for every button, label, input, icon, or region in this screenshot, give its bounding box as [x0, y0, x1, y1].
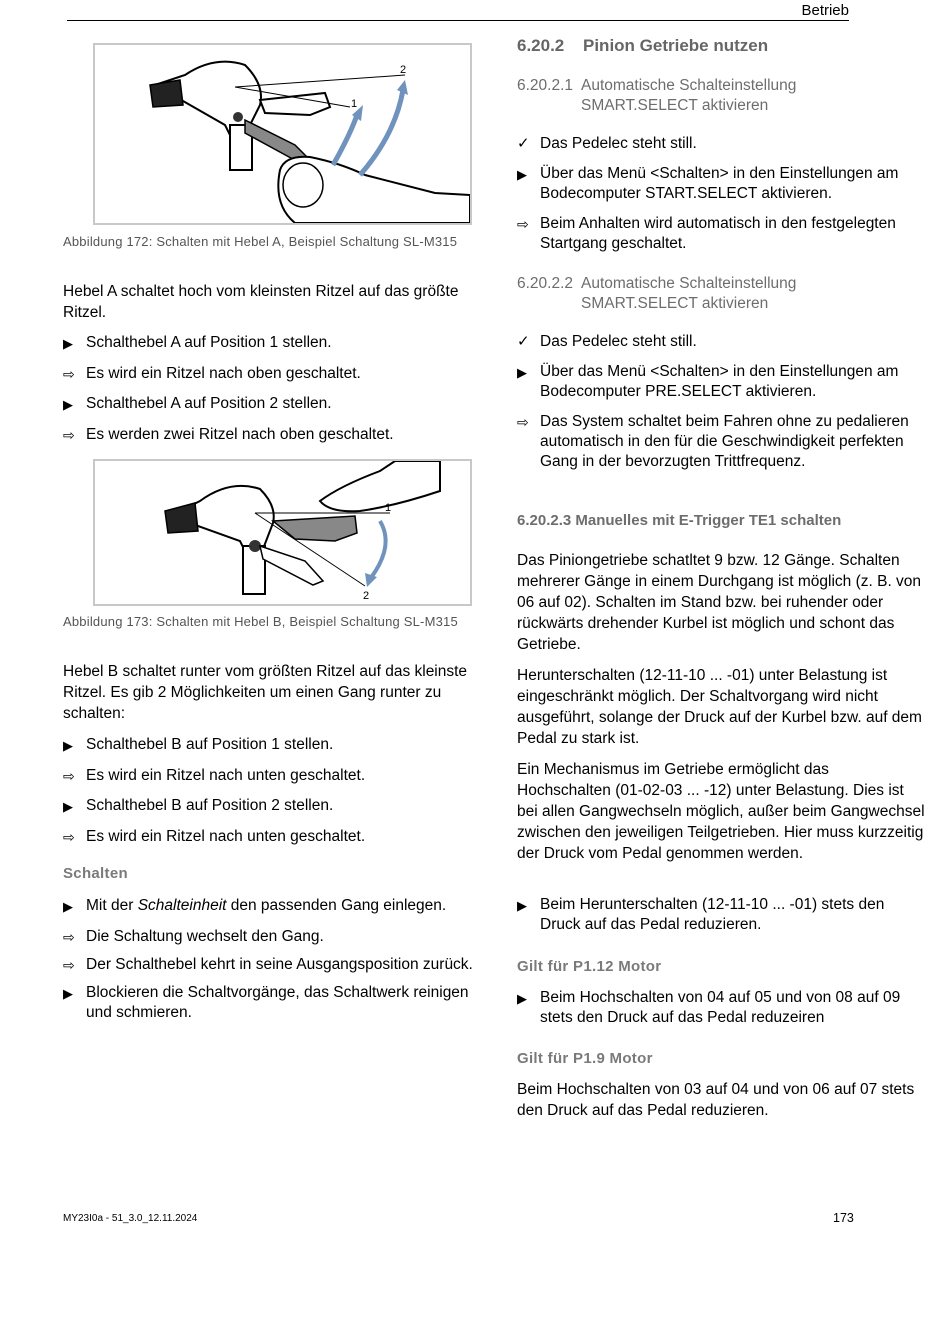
shifter-lever-b-illustration — [95, 461, 470, 604]
list-item — [63, 333, 473, 354]
list-item-text: Über das Menü <Schalten> in den Einstellungen am Bodecomputer START.SELECT aktivieren. — [540, 165, 899, 202]
result-arrow-icon: ⇨ — [63, 427, 75, 443]
list-item — [517, 988, 925, 1028]
step-icon: ▶ — [517, 167, 527, 182]
figure-172-label-1: 1 — [351, 98, 358, 110]
figure-172-caption: Abbildung 172: Schalten mit Hebel A, Beispiel Schaltung SL-M315 — [63, 234, 458, 249]
result-arrow-icon: ⇨ — [63, 829, 75, 845]
step-icon: ▶ — [63, 397, 73, 412]
list-item — [517, 164, 925, 204]
list-item — [63, 394, 473, 415]
header-title: Betrieb — [801, 2, 849, 19]
list-item-text: Schalthebel A auf Position 1 stellen. — [86, 334, 332, 351]
step-icon: ▶ — [517, 365, 527, 380]
list-item — [517, 412, 925, 472]
result-arrow-icon: ⇨ — [63, 366, 75, 382]
list-item-text: Schalthebel A auf Position 2 stellen. — [86, 395, 332, 412]
figure-173-label-1: 1 — [385, 502, 392, 514]
list-item-text: Beim Hochschalten von 04 auf 05 und von 08 auf 09 stets den Druck auf das Pedal reduzeiren — [540, 989, 901, 1026]
figure-172-label-2: 2 — [400, 64, 407, 76]
list-item-text: Das System schaltet beim Fahren ohne zu pedalieren automatisch in den für die Geschwindigkeit perfekten Gang in der bevorzugten Trittfrequenz. — [540, 413, 909, 470]
figure-172 — [93, 43, 472, 225]
paragraph-mechanismus: Ein Mechanismus im Getriebe ermöglicht das Hochschalten (01-02-03 ... -12) unter Belastung. Dies ist bei allen Gangwechseln möglich, außer beim Gangwechsel zwischen den jeweiligen Teilgetrieben. Hier muss kurzzeitig der Druck vom Pedal genommen werden. — [517, 761, 925, 862]
paragraph-piniongetriebe: Das Piniongetriebe schatltet 9 bzw. 12 Gänge. Schalten mehrerer Gänge in einem Durchgang ist möglich (z. B. von 06 auf 02). Schalten im Stand bzw. bei ruhender oder rückwärts drehender Kurbel ist möglich und schont das Getriebe. — [517, 552, 922, 653]
list-item-text: Mit der Schalteinheit den passenden Gang einlegen. — [86, 897, 447, 914]
header-rule — [67, 20, 849, 21]
s1-steps — [517, 134, 925, 254]
list-item — [63, 766, 473, 786]
schalten-heading: Schalten — [63, 865, 128, 882]
list-item — [63, 425, 473, 445]
schalten-steps — [63, 896, 473, 1023]
lever-a-steps — [63, 333, 473, 445]
list-item-text: Es werden zwei Ritzel nach oben geschaltet. — [86, 426, 394, 443]
figure-173-caption: Abbildung 173: Schalten mit Hebel B, Beispiel Schaltung SL-M315 — [63, 614, 458, 629]
shifter-lever-a-illustration — [95, 45, 470, 223]
step-herunterschalten — [517, 895, 925, 935]
step-p1-12 — [517, 988, 925, 1028]
heading-p1-12-motor: Gilt für P1.12 Motor — [517, 958, 662, 975]
list-item — [63, 983, 473, 1023]
list-item-text: Es wird ein Ritzel nach oben geschaltet. — [86, 365, 361, 382]
paragraph-herunterschalten: Herunterschalten (12-11-10 ... -01) unter Belastung ist eingeschränkt möglich. Der Schaltvorgang wird nicht ausgeführt, solange der Druck auf der Kurbel bzw. auf dem Pedal zu stark ist. — [517, 667, 922, 747]
result-arrow-icon: ⇨ — [63, 957, 75, 973]
subsection-heading-6-20-2-1: 6.20.2.1 Automatische Schalteinstellung SMART.SELECT aktivieren — [517, 77, 797, 114]
result-arrow-icon: ⇨ — [517, 414, 529, 430]
heading-p1-9-motor: Gilt für P1.9 Motor — [517, 1050, 653, 1067]
list-item — [517, 895, 925, 935]
list-item — [517, 214, 925, 254]
list-item — [63, 827, 473, 847]
lever-b-steps — [63, 735, 473, 847]
step-icon: ▶ — [63, 986, 73, 1001]
page-number: 173 — [833, 1211, 854, 1225]
list-item-text: Es wird ein Ritzel nach unten geschaltet. — [86, 767, 366, 784]
list-item-text: Das Pedelec steht still. — [540, 135, 697, 152]
subsection-heading-6-20-2-2: 6.20.2.2 Automatische Schalteinstellung SMART.SELECT aktivieren — [517, 275, 797, 312]
list-item — [63, 896, 473, 917]
list-item-text: Beim Anhalten wird automatisch in den festgelegten Startgang geschaltet. — [540, 215, 896, 252]
step-icon: ▶ — [63, 336, 73, 351]
list-item-text: Blockieren die Schaltvorgänge, das Schaltwerk reinigen und schmieren. — [86, 984, 469, 1021]
footer-doc-id: MY23I0a - 51_3.0_12.11.2024 — [63, 1213, 198, 1224]
step-icon: ▶ — [63, 799, 73, 814]
step-icon: ▶ — [517, 898, 527, 913]
step-icon: ▶ — [63, 738, 73, 753]
figure-173-label-2: 2 — [363, 590, 370, 602]
lever-a-paragraph: Hebel A schaltet hoch vom kleinsten Ritzel auf das größte Ritzel. — [63, 283, 459, 321]
list-item-text: Es wird ein Ritzel nach unten geschaltet. — [86, 828, 366, 845]
list-item — [63, 955, 473, 975]
list-item-text: Beim Herunterschalten (12-11-10 ... -01) stets den Druck auf das Pedal reduzieren. — [540, 896, 885, 933]
list-item — [63, 796, 473, 817]
check-icon: ✓ — [517, 333, 530, 350]
step-icon: ▶ — [517, 991, 527, 1006]
list-item — [63, 364, 473, 384]
list-item — [63, 735, 473, 756]
list-item-text: Der Schalthebel kehrt in seine Ausgangsposition zurück. — [86, 956, 473, 973]
result-arrow-icon: ⇨ — [517, 216, 529, 232]
lever-b-paragraph: Hebel B schaltet runter vom größten Ritzel auf das kleinste Ritzel. Es gib 2 Möglichkeiten um einen Gang runter zu schalten: — [63, 663, 468, 722]
list-item — [517, 134, 925, 154]
list-item-text: Schalthebel B auf Position 1 stellen. — [86, 736, 334, 753]
list-item-text: Schalthebel B auf Position 2 stellen. — [86, 797, 334, 814]
figure-173 — [93, 459, 472, 606]
list-item — [517, 362, 925, 402]
check-icon: ✓ — [517, 135, 530, 152]
s2-steps — [517, 332, 925, 472]
list-item-text: Über das Menü <Schalten> in den Einstellungen am Bodecomputer PRE.SELECT aktivieren. — [540, 363, 899, 400]
list-item-text: Die Schaltung wechselt den Gang. — [86, 928, 324, 945]
result-arrow-icon: ⇨ — [63, 768, 75, 784]
section-heading-6-20-2: 6.20.2 Pinion Getriebe nutzen — [517, 36, 769, 55]
result-arrow-icon: ⇨ — [63, 929, 75, 945]
step-icon: ▶ — [63, 899, 73, 914]
list-item-text: Das Pedelec steht still. — [540, 333, 697, 350]
list-item — [517, 332, 925, 352]
paragraph-p1-9: Beim Hochschalten von 03 auf 04 und von 06 auf 07 stets den Druck auf das Pedal reduzieren. — [517, 1081, 915, 1119]
list-item — [63, 927, 473, 947]
subsection-heading-6-20-2-3: 6.20.2.3 Manuelles mit E-Trigger TE1 schalten — [517, 512, 842, 529]
